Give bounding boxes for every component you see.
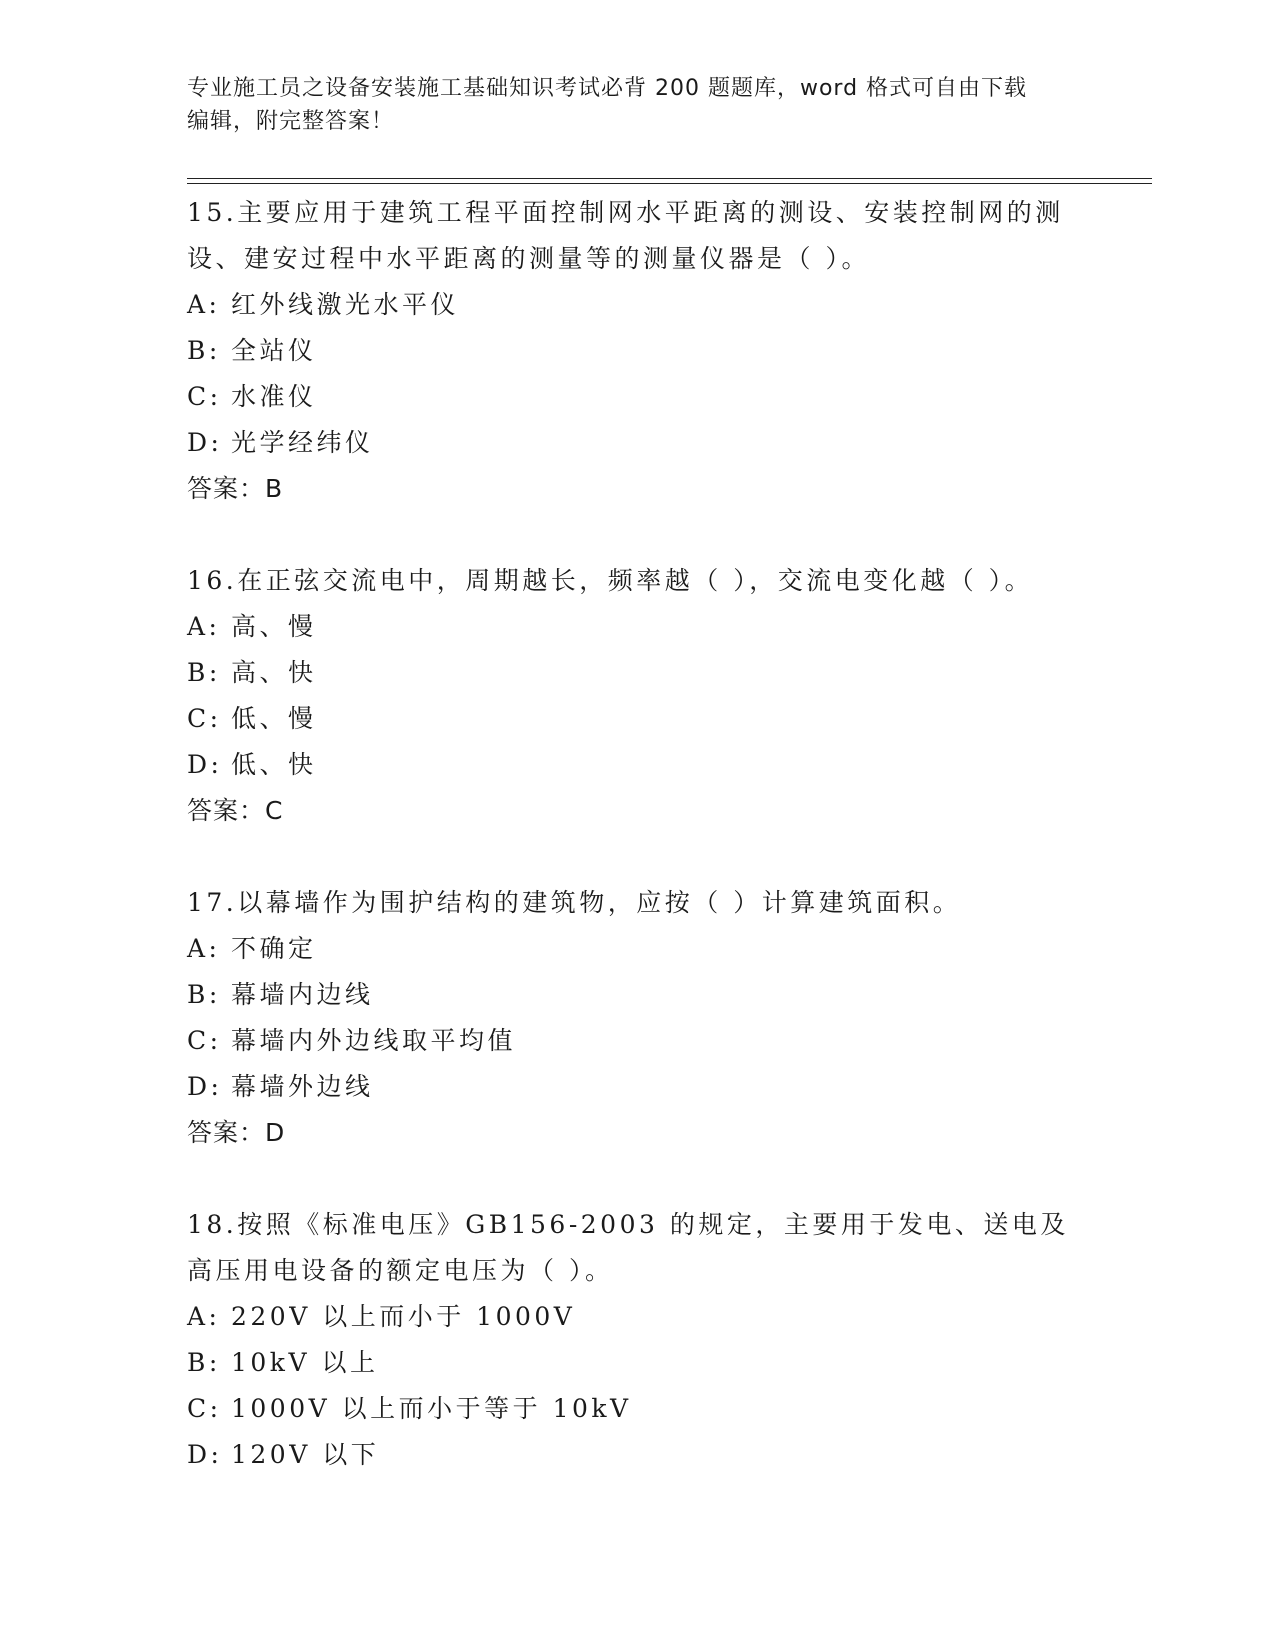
option-text: 幕墙外边线 bbox=[231, 1072, 374, 1101]
answer-line: 答案：C bbox=[187, 796, 284, 825]
option-key: B: bbox=[187, 658, 221, 687]
option-text: 不确定 bbox=[231, 934, 317, 963]
option-text: 220V 以上而小于 1000V bbox=[231, 1302, 576, 1331]
option-a bbox=[187, 1294, 1087, 1340]
option-b bbox=[187, 972, 1087, 1018]
document-header bbox=[187, 72, 1067, 138]
option-key: B: bbox=[187, 336, 221, 365]
option-text: 低、慢 bbox=[231, 704, 317, 733]
option-key: D: bbox=[187, 1440, 223, 1469]
answer-line: 答案：B bbox=[187, 474, 284, 503]
option-d bbox=[187, 1432, 1087, 1478]
option-b bbox=[187, 1340, 1087, 1386]
question-stem: 16.在正弦交流电中，周期越长，频率越（ ），交流电变化越（ ）。 bbox=[187, 566, 1034, 595]
option-text: 幕墙内外边线取平均值 bbox=[231, 1026, 517, 1055]
option-c bbox=[187, 1386, 1087, 1432]
option-text: 低、快 bbox=[231, 750, 317, 779]
option-a bbox=[187, 926, 1087, 972]
option-key: D: bbox=[187, 1072, 223, 1101]
question-stem: 15.主要应用于建筑工程平面控制网水平距离的测设、安装控制网的测设、建安过程中水平距离的测量等的测量仪器是（ ）。 bbox=[187, 198, 1064, 273]
option-c bbox=[187, 1018, 1087, 1064]
option-b bbox=[187, 650, 1087, 696]
question-18 bbox=[187, 1202, 1087, 1478]
option-key: C: bbox=[187, 382, 222, 411]
option-a bbox=[187, 604, 1087, 650]
option-key: A: bbox=[187, 1302, 221, 1331]
option-c bbox=[187, 696, 1087, 742]
option-text: 光学经纬仪 bbox=[231, 428, 374, 457]
question-list bbox=[187, 190, 1087, 1524]
option-text: 10kV 以上 bbox=[231, 1348, 379, 1377]
option-text: 120V 以下 bbox=[231, 1440, 380, 1469]
header-divider-top bbox=[187, 178, 1152, 179]
answer-line: 答案：D bbox=[187, 1118, 286, 1147]
option-text: 高、快 bbox=[231, 658, 317, 687]
question-17 bbox=[187, 880, 1087, 1156]
option-b bbox=[187, 328, 1087, 374]
question-stem: 18.按照《标准电压》GB156-2003 的规定，主要用于发电、送电及高压用电设备的额定电压为（ ）。 bbox=[187, 1210, 1069, 1285]
header-divider-bottom bbox=[187, 183, 1152, 184]
option-text: 幕墙内边线 bbox=[231, 980, 374, 1009]
header-line-1: 专业施工员之设备安装施工基础知识考试必背 200 题题库，word 格式可自由下载 bbox=[187, 76, 1028, 101]
option-key: C: bbox=[187, 1394, 222, 1423]
option-key: D: bbox=[187, 750, 223, 779]
question-stem: 17.以幕墙作为围护结构的建筑物，应按（ ）计算建筑面积。 bbox=[187, 888, 962, 917]
header-line-2: 编辑，附完整答案！ bbox=[187, 109, 395, 134]
question-16 bbox=[187, 558, 1087, 834]
option-d bbox=[187, 1064, 1087, 1110]
option-key: D: bbox=[187, 428, 223, 457]
option-text: 高、慢 bbox=[231, 612, 317, 641]
option-text: 红外线激光水平仪 bbox=[231, 290, 460, 319]
option-key: C: bbox=[187, 704, 222, 733]
option-key: A: bbox=[187, 612, 221, 641]
option-key: B: bbox=[187, 1348, 221, 1377]
option-text: 全站仪 bbox=[231, 336, 317, 365]
option-d bbox=[187, 742, 1087, 788]
option-text: 水准仪 bbox=[231, 382, 317, 411]
option-d bbox=[187, 420, 1087, 466]
option-key: B: bbox=[187, 980, 221, 1009]
option-c bbox=[187, 374, 1087, 420]
question-15 bbox=[187, 190, 1087, 512]
option-key: A: bbox=[187, 934, 221, 963]
option-key: A: bbox=[187, 290, 221, 319]
option-text: 1000V 以上而小于等于 10kV bbox=[231, 1394, 632, 1423]
option-key: C: bbox=[187, 1026, 222, 1055]
option-a bbox=[187, 282, 1087, 328]
